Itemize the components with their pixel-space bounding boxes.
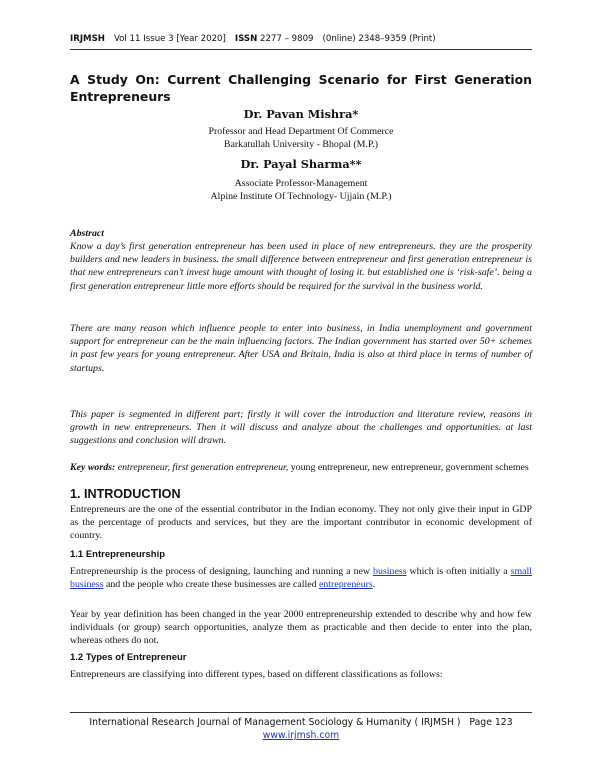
author-1-department: Professor and Head Department Of Commerce xyxy=(208,126,394,137)
author-2-department: Associate Professor-Management xyxy=(234,178,368,189)
author-1-institution: Barkatullah University - Bhopal (M.P.) xyxy=(223,139,379,150)
page-footer xyxy=(70,716,532,742)
running-header xyxy=(70,34,540,44)
entrepreneurship-paragraph-1 xyxy=(70,565,532,591)
types-heading: 1.2 Types of Entrepreneur xyxy=(70,652,187,663)
issn-online-print: (0nline) 2348–9359 (Print) xyxy=(322,34,436,44)
entrepreneurship-text-1: Entrepreneurship is the process of designing, launching and running a new xyxy=(70,566,371,577)
types-paragraph: Entrepreneurs are classifying into different types, based on different classifications as follows: xyxy=(70,669,443,680)
entrepreneurship-paragraph-2: Year by year definition has been changed in the year 2000 entrepreneurship extended to describe why and how few individuals (or group) search opportunities, analyze them as practicable and then decide to enter into the plan, whereas others do not. xyxy=(70,609,532,647)
author-2-institution: Alpine Institute Of Technology- Ujjain (M.P.) xyxy=(210,191,392,202)
keywords xyxy=(70,461,532,474)
abstract-paragraph-1: Know a day’s first generation entrepreneur has been used in place of new entrepreneurs. they are the prosperity builders and new leaders in business. the small difference between entrepreneur and first generation entrepreneur is that new entrepreneurs can’t invest huge amount with thought of losing it. but established one is ‘risk-safe’. being a first generation entrepreneur little more efforts should be required for the survival in the business world. xyxy=(70,241,532,292)
volume-info: Vol 11 Issue 3 [Year 2020] xyxy=(113,34,226,44)
issn-value: 2277 – 9809 xyxy=(260,34,314,44)
business-link[interactable]: business xyxy=(373,566,407,577)
abstract-paragraph-2: There are many reason which influence people to enter into business, in India unemployment and government support for entrepreneur can be the main influencing factors. The Indian government has started over 50+ schemes in past few years for young entrepreneur. After USA and Britain, India is also at third place in terms of number of startups. xyxy=(70,323,532,374)
entrepreneurship-text-3: and the people who create these businesses are called xyxy=(105,579,317,591)
entrepreneurs-link[interactable]: entrepreneurs xyxy=(318,579,373,591)
small-business-link[interactable]: small business xyxy=(70,566,533,591)
issn-label: ISSN xyxy=(234,34,258,44)
entrepreneurship-text-2: which is often initially a xyxy=(409,566,508,577)
journal-abbrev: IRJMSH xyxy=(70,34,105,44)
page-number: Page 123 xyxy=(469,717,513,728)
author-1-affiliation xyxy=(70,125,532,151)
footer-journal-line xyxy=(70,716,532,729)
footer-rule xyxy=(70,712,532,713)
abstract-paragraph-3: This paper is segmented in different part; firstly it will cover the introduction and literature review, reasons in growth in new entrepreneurs. Then it will discuss and analyze about the challenges and opportunities. at last suggestions and conclusion will drawn. xyxy=(70,409,532,447)
entrepreneurship-text-4: . xyxy=(372,579,376,591)
introduction-heading: 1. INTRODUCTION xyxy=(70,487,181,501)
journal-website-link[interactable]: www.irjmsh.com xyxy=(262,730,340,741)
abstract-heading: Abstract xyxy=(70,228,105,239)
keywords-italic: entrepreneur, first generation entrepreneur, xyxy=(117,462,289,473)
keywords-label: Key words: xyxy=(70,462,116,473)
footer-journal-name: International Research Journal of Management Sociology & Humanity ( IRJMSH ) xyxy=(89,717,461,728)
entrepreneurship-heading: 1.1 Entrepreneurship xyxy=(70,549,166,560)
header-rule xyxy=(70,49,532,50)
keywords-plain: young entrepreneur, new entrepreneur, government schemes xyxy=(290,462,529,473)
author-2-name: Dr. Payal Sharma** xyxy=(240,157,362,171)
introduction-paragraph: Entrepreneurs are the one of the essential contributor in the Indian economy. They not only give their input in GDP as the percentage of products and services, but they are the important contributor in economic development of country. xyxy=(70,504,532,542)
paper-title: A Study On: Current Challenging Scenario for First Generation Entrepreneurs xyxy=(70,72,532,104)
author-1-name: Dr. Pavan Mishra* xyxy=(243,107,359,121)
author-2-affiliation xyxy=(70,177,532,203)
